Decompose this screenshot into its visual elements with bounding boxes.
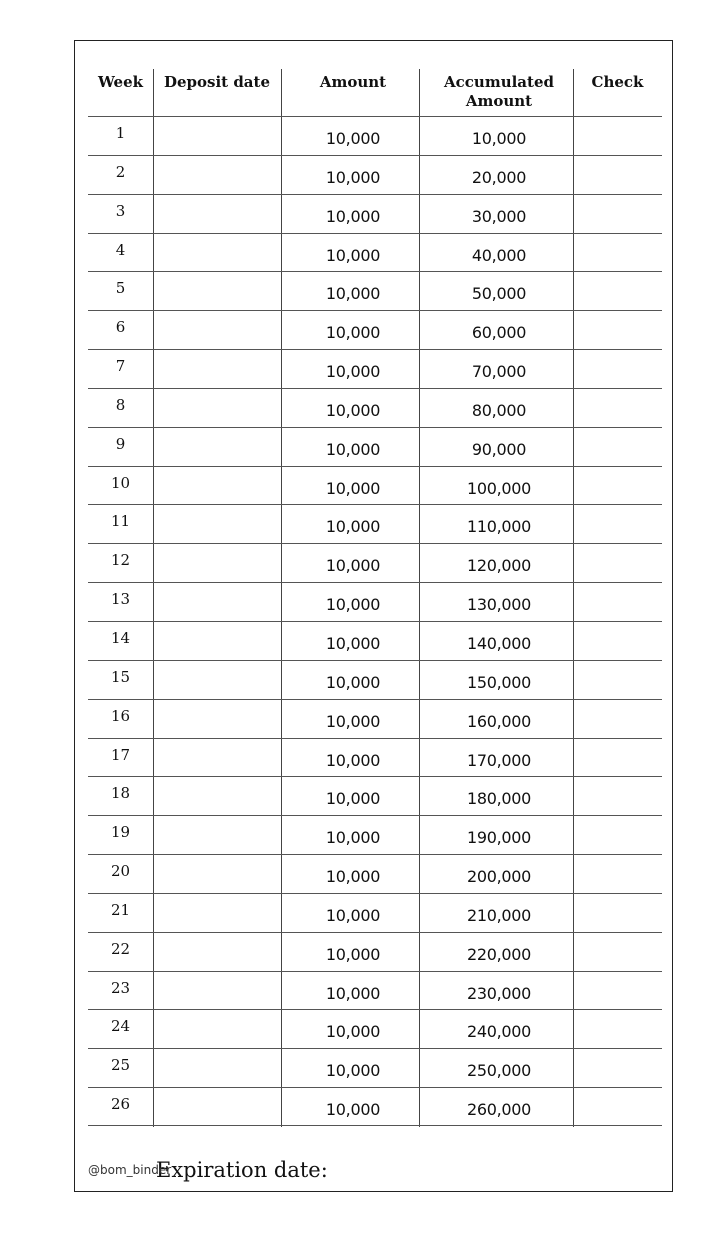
accumulated-amount-value: 200,000 [466,867,532,887]
deposit-date-cell[interactable] [153,777,281,815]
week-number: 26 [110,1095,131,1114]
check-cell[interactable] [573,739,662,777]
week-number: 23 [110,978,131,997]
table-body [88,116,662,1126]
table-row [88,543,662,582]
week-number: 12 [110,551,131,570]
check-cell[interactable] [573,195,662,233]
check-cell[interactable] [573,117,662,155]
accumulated-amount-value: 80,000 [471,400,527,420]
accumulated-amount-value: 110,000 [466,517,532,537]
week-number: 25 [110,1056,131,1075]
accumulated-amount-value: 250,000 [466,1061,532,1081]
table-row [88,1048,662,1087]
amount-value: 10,000 [325,129,381,148]
check-cell[interactable] [573,156,662,194]
header-deposit-date: Deposit date [163,73,271,91]
deposit-date-cell[interactable] [153,117,281,155]
accumulated-amount-value: 10,000 [471,129,527,148]
header-check: Check [591,73,644,91]
accumulated-amount-value: 70,000 [471,362,527,382]
check-cell[interactable] [573,428,662,466]
check-cell[interactable] [573,350,662,388]
deposit-date-cell[interactable] [153,350,281,388]
week-number: 9 [115,434,126,453]
deposit-date-cell[interactable] [153,311,281,349]
check-cell[interactable] [573,777,662,815]
accumulated-amount-value: 170,000 [466,750,532,770]
table-row [88,932,662,971]
week-number: 1 [115,124,126,142]
accumulated-amount-value: 190,000 [466,828,532,848]
week-number: 21 [110,900,131,919]
accumulated-amount-value: 50,000 [471,284,527,304]
header-week: Week [97,73,144,91]
deposit-date-cell[interactable] [153,894,281,932]
accumulated-amount-value: 60,000 [471,323,527,343]
amount-value: 10,000 [325,672,381,692]
table-row [88,776,662,815]
amount-value: 10,000 [325,1022,381,1042]
accumulated-amount-value: 150,000 [466,672,532,692]
amount-value: 10,000 [325,1100,381,1120]
deposit-date-cell[interactable] [153,1010,281,1048]
check-cell[interactable] [573,700,662,738]
accumulated-amount-value: 210,000 [466,905,532,925]
amount-value: 10,000 [325,1061,381,1081]
check-cell[interactable] [573,894,662,932]
week-number: 5 [115,279,126,298]
table-row [88,427,662,466]
deposit-date-cell[interactable] [153,583,281,621]
amount-value: 10,000 [325,362,381,382]
table-row [88,893,662,932]
week-number: 4 [115,240,126,259]
amount-value: 10,000 [325,983,381,1003]
check-cell[interactable] [573,583,662,621]
accumulated-amount-value: 100,000 [466,478,532,498]
amount-value: 10,000 [325,517,381,537]
table-row [88,155,662,194]
week-number: 3 [115,201,126,220]
table-row [88,466,662,505]
table-row [88,310,662,349]
amount-value: 10,000 [325,711,381,731]
week-number: 20 [110,862,131,881]
header-accumulated-amount: Accumulated Amount [444,73,554,110]
deposit-date-cell[interactable] [153,389,281,427]
amount-value: 10,000 [325,167,381,187]
amount-value: 10,000 [325,400,381,420]
check-cell[interactable] [573,816,662,854]
check-cell[interactable] [573,544,662,582]
check-cell[interactable] [573,505,662,543]
table-row [88,1087,662,1126]
table-row [88,233,662,272]
check-cell[interactable] [573,389,662,427]
amount-value: 10,000 [325,206,381,226]
amount-value: 10,000 [325,789,381,809]
savings-tracker-sheet [74,40,673,1192]
accumulated-amount-value: 260,000 [466,1100,532,1120]
week-number: 10 [110,473,131,492]
week-number: 18 [110,784,131,803]
accumulated-amount-value: 90,000 [471,439,527,459]
accumulated-amount-value: 230,000 [466,983,532,1003]
check-cell[interactable] [573,622,662,660]
deposit-date-cell[interactable] [153,234,281,272]
table-row [88,854,662,893]
deposit-date-cell[interactable] [153,544,281,582]
check-cell[interactable] [573,972,662,1010]
table-row [88,621,662,660]
deposit-date-cell[interactable] [153,933,281,971]
deposit-date-cell[interactable] [153,428,281,466]
accumulated-amount-value: 130,000 [466,595,532,615]
table-row [88,699,662,738]
amount-value: 10,000 [325,556,381,576]
check-cell[interactable] [573,272,662,310]
week-number: 22 [110,939,131,958]
table-row [88,271,662,310]
deposit-date-cell[interactable] [153,505,281,543]
amount-value: 10,000 [325,595,381,615]
week-number: 11 [110,512,131,531]
deposit-date-cell[interactable] [153,972,281,1010]
table-row [88,815,662,854]
week-number: 13 [110,590,131,609]
week-number: 17 [110,745,131,764]
table-row [88,1009,662,1048]
week-number: 16 [110,706,131,725]
amount-value: 10,000 [325,750,381,770]
table-row [88,660,662,699]
table-row [88,388,662,427]
check-cell[interactable] [573,1088,662,1125]
deposit-date-cell[interactable] [153,467,281,505]
deposit-date-cell[interactable] [153,855,281,893]
accumulated-amount-value: 120,000 [466,556,532,576]
amount-value: 10,000 [325,633,381,653]
deposit-date-cell[interactable] [153,816,281,854]
amount-value: 10,000 [325,478,381,498]
amount-value: 10,000 [325,439,381,459]
table-row [88,349,662,388]
accumulated-amount-value: 30,000 [471,206,527,226]
expiration-date-label: Expiration date: [156,1158,328,1182]
deposit-date-cell[interactable] [153,622,281,660]
check-cell[interactable] [573,467,662,505]
check-cell[interactable] [573,933,662,971]
accumulated-amount-value: 20,000 [471,167,527,187]
amount-value: 10,000 [325,245,381,265]
table-row [88,738,662,777]
accumulated-amount-value: 40,000 [471,245,527,265]
table-row [88,194,662,233]
deposit-date-cell[interactable] [153,195,281,233]
amount-value: 10,000 [325,828,381,848]
amount-value: 10,000 [325,867,381,887]
week-number: 15 [110,667,131,686]
week-number: 8 [115,395,126,414]
deposit-date-cell[interactable] [153,661,281,699]
check-cell[interactable] [573,661,662,699]
week-number: 2 [115,162,126,181]
week-number: 24 [110,1017,131,1036]
accumulated-amount-value: 180,000 [466,789,532,809]
credit-handle: @bom_binder [88,1163,172,1177]
week-number: 7 [115,357,126,376]
deposit-date-cell[interactable] [153,272,281,310]
check-cell[interactable] [573,855,662,893]
check-cell[interactable] [573,1049,662,1087]
week-number: 19 [110,823,131,842]
accumulated-amount-value: 220,000 [466,944,532,964]
amount-value: 10,000 [325,284,381,304]
accumulated-amount-value: 140,000 [466,633,532,653]
table-row [88,116,662,155]
week-number: 6 [115,318,126,337]
check-cell[interactable] [573,1010,662,1048]
table-row [88,971,662,1010]
deposit-date-cell[interactable] [153,700,281,738]
table-row [88,582,662,621]
check-cell[interactable] [573,311,662,349]
accumulated-amount-value: 160,000 [466,711,532,731]
table-row [88,504,662,543]
deposit-date-cell[interactable] [153,1049,281,1087]
amount-value: 10,000 [325,323,381,343]
amount-value: 10,000 [325,944,381,964]
deposit-date-cell[interactable] [153,156,281,194]
deposit-date-cell[interactable] [153,739,281,777]
amount-value: 10,000 [325,905,381,925]
header-amount: Amount [319,73,387,91]
check-cell[interactable] [573,234,662,272]
week-number: 14 [110,628,131,647]
deposit-date-cell[interactable] [153,1088,281,1125]
accumulated-amount-value: 240,000 [466,1022,532,1042]
